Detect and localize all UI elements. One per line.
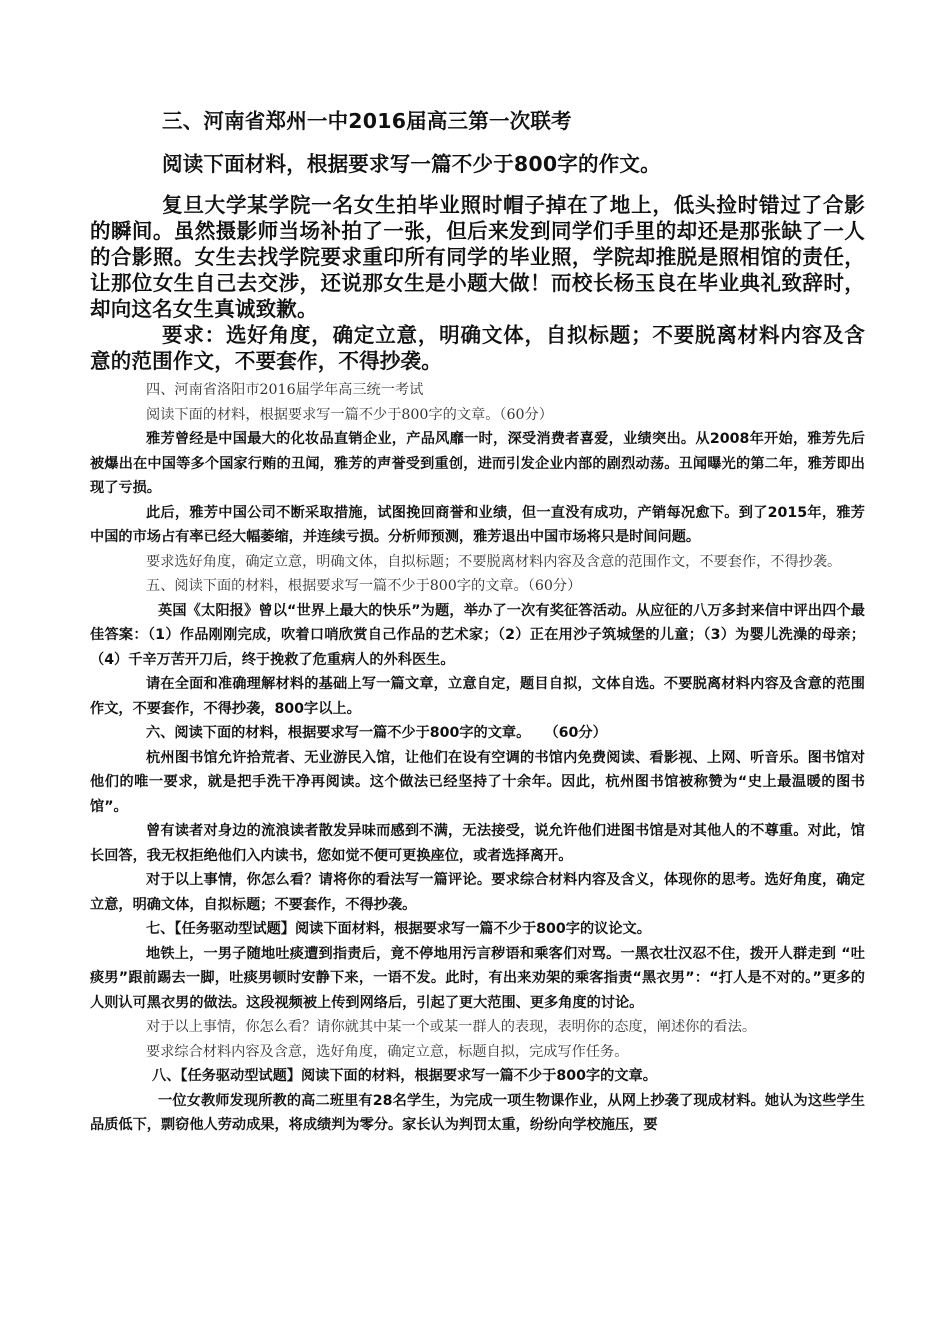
section-3-title: 三、河南省郑州一中2016届高三第一次联考 (162, 109, 572, 133)
section-6-requirement: 对于以上事情，你怎么看？请将你的看法写一篇评论。要求综合材料内容及含义，体现你的思考。选好角度，确定立意，明确文体，自拟标题；不要套作，不得抄袭。 (90, 872, 865, 913)
section-3-material: 复旦大学某学院一名女生拍毕业照时帽子掉在了地上，低头捡时错过了合影的瞬间。虽然摄影师当场补拍了一张，但后来发到同学们手里的却还是那张缺了一人的合影照。女生去找学院要求重印所有同学的毕业照，学院却推脱是照相馆的责任，让那位女生自己去交涉，还说那女生是小题大做！而校长杨玉良在毕业典礼致辞时，却向这名女生真诚致歉。 (90, 193, 865, 321)
section-5-title: 五、阅读下面的材料，根据要求写一篇不少于800字的文章。（60分） (146, 578, 582, 594)
section-3-prompt: 阅读下面材料，根据要求写一篇不少于800字的作文。 (162, 152, 661, 176)
section-8-paragraph-1: 一位女教师发现所教的高二班里有28名学生，为完成一项生物课作业，从网上抄袭了现成材料。她认为这些学生品质低下，剽窃他人劳动成果，将成绩判为零分。家长认为判罚太重，纷纷向学校施压，要 (90, 1092, 865, 1133)
section-4-prompt: 阅读下面的材料，根据要求写一篇不少于800字的文章。（60分） (146, 406, 553, 423)
section-4-paragraph-2: 此后，雅芳中国公司不断采取措施，试图挽回商誉和业绩，但一直没有成功，产销每况愈下。到了2015年，雅芳中国的市场占有率已经大幅萎缩，并连续亏损。分析师预测，雅芳退出中国市场将只是时间问题。 (90, 504, 865, 545)
section-7-question: 对于以上事情，你怎么看？请你就其中某一个或某一群人的表现，表明你的态度，阐述你的看法。 (146, 1019, 757, 1035)
section-6-paragraph-2: 曾有读者对身边的流浪读者散发异味而感到不满，无法接受，说允许他们进图书馆是对其他人的不尊重。对此，馆长回答，我无权拒绝他们入内读书，您如觉不便可更换座位，或者选择离开。 (90, 823, 865, 864)
section-4-requirement: 要求选好角度，确定立意，明确文体，自拟标题；不要脱离材料内容及含意的范围作文，不要套作，不得抄袭。 (146, 553, 842, 570)
section-5-requirement: 请在全面和准确理解材料的基础上写一篇文章，立意自定，题目自拟，文体自选。不要脱离材料内容及含意的范围作文，不要套作，不得抄袭，800字以上。 (90, 676, 865, 717)
section-6-paragraph-1: 杭州图书馆允许拾荒者、无业游民入馆，让他们在设有空调的书馆内免费阅读、看影视、上网、听音乐。图书馆对他们的唯一要求，就是把手洗干净再阅读。这个做法已经坚持了十余年。因此，杭州图书馆被称赞为“史上最温暖的图书馆”。 (90, 749, 865, 815)
section-7-requirement: 要求综合材料内容及含意，选好角度，确定立意，标题自拟，完成写作任务。 (146, 1043, 629, 1060)
section-5-paragraph-1: 英国《太阳报》曾以“世界上最大的快乐”为题，举办了一次有奖征答活动。从应征的八万多封来信中评出四个最佳答案：（1）作品刚刚完成，吹着口哨欣赏自己作品的艺术家；（2）正在用沙子筑城堡的儿童；（3）为婴儿洗澡的母亲；（4）千辛万苦开刀后，终于挽救了危重病人的外科医生。 (90, 602, 865, 668)
section-7-paragraph-1: 地铁上，一男子随地吐痰遭到指责后，竟不停地用污言秽语和乘客们对骂。一黑衣壮汉忍不住，拨开人群走到 “吐痰男”跟前踢去一脚，吐痰男顿时安静下来，一语不发。此时，有出来劝架的乘客指责“黑衣男”：“打人是不对的。”更多的人则认可黑衣男的做法。这段视频被上传到网络后，引起了更大范围、更多角度的讨论。 (90, 945, 865, 1011)
section-3-requirement: 要求：选好角度，确定立意，明确文体，自拟标题；不要脱离材料内容及含意的范围作文，不要套作，不得抄袭。 (90, 323, 865, 373)
section-4-title: 四、河南省洛阳市2016届学年高三统一考试 (146, 382, 424, 398)
section-7-title: 七、【任务驱动型试题】阅读下面材料，根据要求写一篇不少于800字的议论文。 (146, 921, 651, 937)
document-body (90, 108, 865, 1138)
section-6-title: 六、阅读下面的材料，根据要求写一篇不少于800字的文章。 （60分） (146, 725, 607, 741)
section-8-title: 八、【任务驱动型试题】阅读下面的材料，根据要求写一篇不少于800字的文章。 (152, 1068, 657, 1084)
section-4-paragraph-1: 雅芳曾经是中国最大的化妆品直销企业，产品风靡一时，深受消费者喜爱，业绩突出。从2008年开始，雅芳先后被爆出在中国等多个国家行贿的丑闻，雅芳的声誉受到重创，进而引发企业内部的剧烈动荡。丑闻曝光的第二年，雅芳即出现了亏损。 (90, 431, 865, 496)
